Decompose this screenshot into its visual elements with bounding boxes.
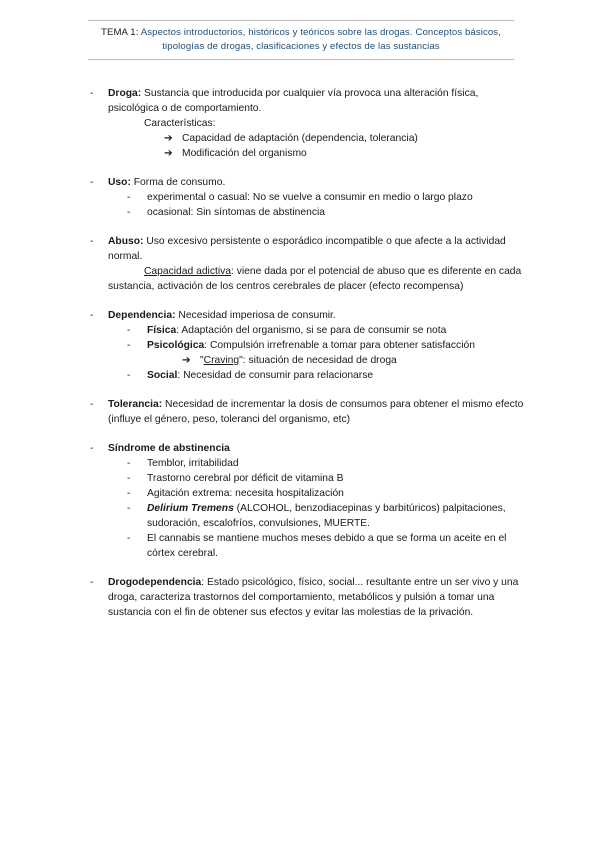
term-capacidad-adictiva: Capacidad adictiva — [144, 266, 232, 277]
def-tolerancia: Necesidad de incrementar la dosis de consumos para obtener el mismo efecto (influye el género, peso, toleranci del organismo, etc) — [108, 399, 524, 425]
page-header — [88, 20, 514, 60]
list-item — [164, 146, 526, 161]
header-line-1 — [88, 26, 514, 40]
bullet-dash: - — [127, 325, 131, 336]
term-sindrome: Síndrome de abstinencia — [108, 443, 230, 454]
bullet-dash: - — [90, 236, 94, 247]
section-abuso — [90, 234, 526, 294]
section-dependencia — [90, 308, 526, 383]
section-drogodependencia — [90, 575, 526, 620]
arrow-icon: ➔ — [164, 133, 173, 144]
caracteristicas-label: Características: — [144, 118, 216, 129]
term-abuso: Abuso: — [108, 236, 144, 247]
list-item — [127, 190, 526, 205]
bullet-dash: - — [127, 192, 131, 203]
def-delirium: (ALCOHOL, benzodiacepinas y barbitúricos) palpitaciones, sudoración, escalofríos, convulsiones, MUERTE. — [147, 503, 506, 529]
craving-open-quote: " — [200, 355, 204, 366]
def-abuso: Uso excesivo persistente o esporádico incompatible o que afecte a la actividad normal. — [108, 236, 506, 262]
arrow-icon: ➔ — [182, 355, 191, 366]
list-item — [127, 323, 526, 338]
def-droga: Sustancia que introducida por cualquier vía provoca una alteración física, psicológica o de comportamiento. — [108, 88, 479, 114]
bullet-dash: - — [90, 399, 94, 410]
header-title-line-2: tipologías de drogas, clasificaciones y efectos de las sustancias — [162, 41, 440, 52]
def-fisica: : Adaptación del organismo, si se para de consumir se nota — [176, 325, 447, 336]
list-item — [127, 501, 526, 531]
dependencia-sublist — [127, 323, 526, 383]
term-uso: Uso: — [108, 177, 131, 188]
bullet-dash: - — [127, 370, 131, 381]
list-item — [182, 353, 526, 368]
bullet-dash: - — [90, 88, 94, 99]
bullet-dash: - — [127, 533, 131, 544]
def-uso: Forma de consumo. — [130, 177, 226, 188]
bullet-dash: - — [90, 443, 94, 454]
list-item — [164, 131, 526, 146]
def-capacidad-adictiva: : viene dada por el potencial de abuso que es diferente en cada sustancia, activación de los centros cerebrales de placer (efecto recompensa) — [108, 266, 522, 292]
section-droga — [90, 86, 526, 161]
section-uso — [90, 175, 526, 220]
term-fisica: Física — [147, 325, 177, 336]
term-psicologica: Psicológica — [147, 340, 205, 351]
bullet-dash: - — [90, 177, 94, 188]
uso-item-2: ocasional: Sin síntomas de abstinencia — [147, 207, 326, 218]
bullet-dash: - — [90, 310, 94, 321]
uso-item-1: experimental o casual: No se vuelve a consumir en medio o largo plazo — [147, 192, 473, 203]
sindrome-sublist — [127, 456, 526, 561]
sindrome-item-3: Agitación extrema: necesita hospitalización — [147, 488, 344, 499]
list-item — [127, 205, 526, 220]
header-prefix: TEMA 1: — [101, 27, 141, 38]
sindrome-item-2: Trastorno cerebral por déficit de vitamina B — [147, 473, 344, 484]
term-dependencia: Dependencia: — [108, 310, 176, 321]
document-body — [90, 86, 526, 634]
list-item — [127, 531, 526, 561]
def-social: : Necesidad de consumir para relacionarse — [177, 370, 374, 381]
droga-item-2: Modificación del organismo — [182, 148, 307, 159]
header-title-line-1: Aspectos introductorios, históricos y teóricos sobre las drogas. Conceptos básicos, — [140, 27, 501, 38]
bullet-dash: - — [127, 488, 131, 499]
capacidad-adictiva — [108, 264, 526, 294]
bullet-dash: - — [127, 473, 131, 484]
def-psicologica: : Compulsión irrefrenable a tomar para obtener satisfacción — [204, 340, 475, 351]
bullet-dash: - — [127, 340, 131, 351]
list-item — [127, 471, 526, 486]
section-sindrome — [90, 441, 526, 561]
def-craving: ": situación de necesidad de droga — [239, 355, 397, 366]
list-item — [127, 456, 526, 471]
droga-item-1: Capacidad de adaptación (dependencia, tolerancia) — [182, 133, 418, 144]
arrow-icon: ➔ — [164, 148, 173, 159]
sindrome-cannabis: El cannabis se mantiene muchos meses debido a que se forma un aceite en el córtex cerebral. — [147, 533, 507, 559]
term-social: Social — [147, 370, 178, 381]
bullet-dash: - — [127, 207, 131, 218]
list-item — [127, 368, 526, 383]
def-dependencia: Necesidad imperiosa de consumir. — [175, 310, 336, 321]
term-droga: Droga: — [108, 88, 142, 99]
list-item — [127, 338, 526, 353]
bullet-dash: - — [127, 503, 131, 514]
uso-sublist — [127, 190, 526, 220]
section-tolerancia — [90, 397, 526, 427]
list-item — [127, 486, 526, 501]
term-tolerancia: Tolerancia: — [108, 399, 163, 410]
bullet-dash: - — [90, 577, 94, 588]
sindrome-item-1: Temblor, irritabilidad — [147, 458, 239, 469]
term-drogodependencia: Drogodependencia — [108, 577, 202, 588]
def-drogodependencia: : Estado psicológico, físico, social... resultante entre un ser vivo y una droga, caracteriza trastornos del comportamiento, metabólicos y pulsión a tomar una sustancia con el fin de obtener sus efectos y evitar las molestias de la privación. — [108, 577, 519, 618]
bullet-dash: - — [127, 458, 131, 469]
term-craving: Craving — [203, 355, 240, 366]
term-delirium: Delirium Tremens — [147, 503, 234, 514]
